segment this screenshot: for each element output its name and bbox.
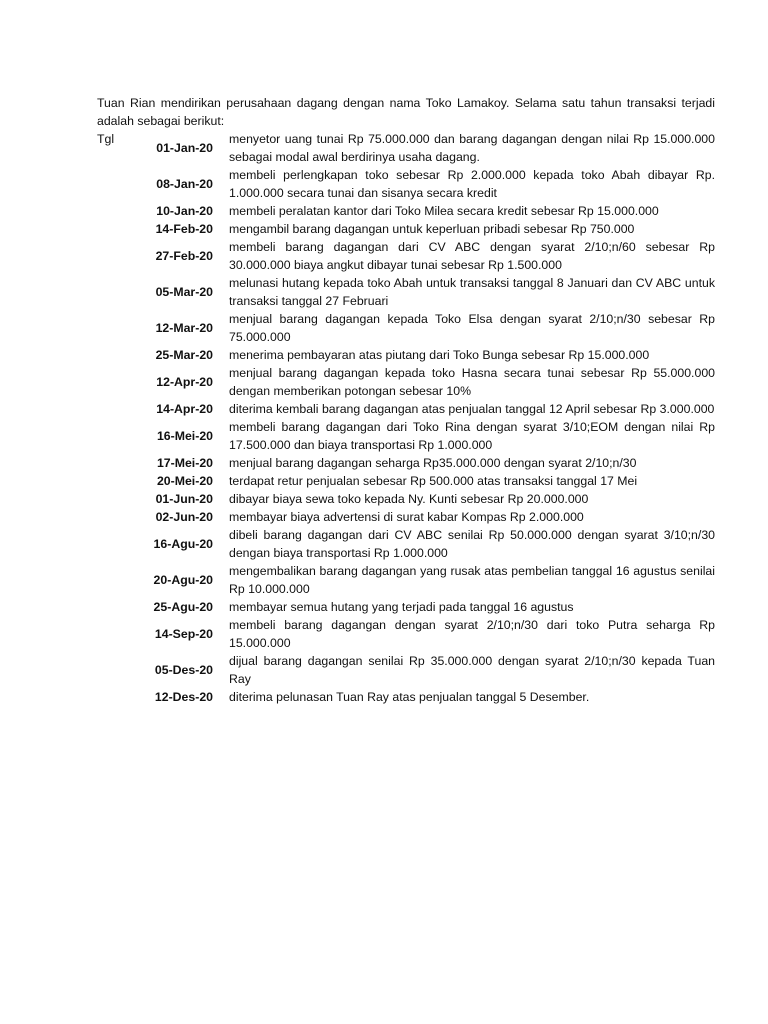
transaction-description: dibeli barang dagangan dari CV ABC senilai Rp 50.000.000 dengan syarat 3/10;n/30 dengan biaya transportasi Rp 1.000.000 [229, 528, 715, 560]
tgl-spacer [97, 238, 115, 274]
transaction-row [97, 274, 715, 310]
transaction-date: 25-Mar-20 [155, 348, 213, 362]
tgl-spacer [97, 472, 115, 490]
transaction-row [97, 526, 715, 562]
transaction-date: 16-Mei-20 [156, 429, 213, 443]
transaction-date: 01-Jun-20 [155, 492, 213, 506]
transaction-date: 27-Feb-20 [155, 249, 213, 263]
transaction-description: membeli barang dagangan dari CV ABC dengan syarat 2/10;n/60 sebesar Rp 30.000.000 biaya angkut dibayar tunai sebesar Rp 1.500.000 [229, 240, 715, 272]
transaction-table [97, 130, 715, 706]
transaction-description: dijual barang dagangan senilai Rp 35.000.000 dengan syarat 2/10;n/30 kepada Tuan Ray [229, 654, 715, 686]
transaction-row [97, 454, 715, 472]
transaction-description: mengambil barang dagangan untuk keperluan pribadi sebesar Rp 750.000 [229, 222, 635, 236]
tgl-spacer [97, 562, 115, 598]
transaction-row [97, 346, 715, 364]
tgl-spacer [97, 598, 115, 616]
transaction-row [97, 220, 715, 238]
tgl-spacer [97, 364, 115, 400]
transaction-row [97, 616, 715, 652]
transaction-row [97, 418, 715, 454]
tgl-spacer [97, 346, 115, 364]
transaction-description: membayar biaya advertensi di surat kabar Kompas Rp 2.000.000 [229, 510, 584, 524]
transaction-description: menerima pembayaran atas piutang dari Toko Bunga sebesar Rp 15.000.000 [229, 348, 650, 362]
tgl-spacer [97, 490, 115, 508]
tgl-spacer [97, 418, 115, 454]
transaction-date: 12-Des-20 [154, 690, 213, 704]
transaction-date: 14-Sep-20 [154, 627, 213, 641]
transaction-date: 10-Jan-20 [156, 204, 213, 218]
tgl-spacer [97, 166, 115, 202]
tgl-spacer [97, 202, 115, 220]
transaction-description: membeli barang dagangan dengan syarat 2/10;n/30 dari toko Putra seharga Rp 15.000.000 [229, 618, 715, 650]
transaction-date: 14-Apr-20 [156, 402, 213, 416]
tgl-spacer [97, 400, 115, 418]
transaction-date: 14-Feb-20 [155, 222, 213, 236]
tgl-spacer [97, 652, 115, 688]
transaction-description: mengembalikan barang dagangan yang rusak atas pembelian tanggal 16 agustus senilai Rp 10.000.000 [229, 564, 715, 596]
transaction-row [97, 598, 715, 616]
tgl-spacer [97, 508, 115, 526]
tgl-label: Tgl [97, 132, 115, 146]
transaction-row [97, 310, 715, 346]
transaction-description: membayar semua hutang yang terjadi pada tanggal 16 agustus [229, 600, 574, 614]
transaction-description: membeli barang dagangan dari Toko Rina dengan syarat 3/10;EOM dengan nilai Rp 17.500.000 dan biaya transportasi Rp 1.000.000 [229, 420, 715, 452]
transaction-row [97, 490, 715, 508]
transaction-date: 08-Jan-20 [156, 177, 213, 191]
transaction-description: membeli peralatan kantor dari Toko Milea secara kredit sebesar Rp 15.000.000 [229, 204, 659, 218]
transaction-row [97, 130, 715, 166]
transaction-date: 17-Mei-20 [156, 456, 213, 470]
transaction-description: membeli perlengkapan toko sebesar Rp 2.000.000 kepada toko Abah dibayar Rp. 1.000.000 secara tunai dan sisanya secara kredit [229, 168, 715, 200]
transaction-date: 20-Mei-20 [156, 474, 213, 488]
transaction-description: menyetor uang tunai Rp 75.000.000 dan barang dagangan dengan nilai Rp 15.000.000 sebagai modal awal berdirinya usaha dagang. [229, 132, 715, 164]
intro-paragraph: Tuan Rian mendirikan perusahaan dagang dengan nama Toko Lamakoy. Selama satu tahun transaksi terjadi adalah sebagai berikut: [97, 96, 715, 128]
tgl-spacer [97, 310, 115, 346]
transaction-description: dibayar biaya sewa toko kepada Ny. Kunti sebesar Rp 20.000.000 [229, 492, 589, 506]
transaction-description: melunasi hutang kepada toko Abah untuk transaksi tanggal 8 Januari dan CV ABC untuk transaksi tanggal 27 Februari [229, 276, 715, 308]
transaction-row [97, 688, 715, 706]
tgl-spacer [97, 526, 115, 562]
transaction-description: diterima kembali barang dagangan atas penjualan tanggal 12 April sebesar Rp 3.000.000 [229, 402, 715, 416]
transaction-date: 05-Des-20 [154, 663, 213, 677]
transaction-description: menjual barang dagangan kepada Toko Elsa dengan syarat 2/10;n/30 sebesar Rp 75.000.000 [229, 312, 715, 344]
transaction-row [97, 202, 715, 220]
tgl-spacer [97, 220, 115, 238]
transaction-date: 01-Jan-20 [156, 141, 213, 155]
transaction-row [97, 400, 715, 418]
transaction-date: 16-Agu-20 [153, 537, 213, 551]
transaction-date: 20-Agu-20 [153, 573, 213, 587]
tgl-spacer [97, 616, 115, 652]
transaction-row [97, 472, 715, 490]
transaction-row [97, 562, 715, 598]
transaction-row [97, 508, 715, 526]
transaction-description: menjual barang dagangan seharga Rp35.000.000 dengan syarat 2/10;n/30 [229, 456, 637, 470]
tgl-spacer [97, 454, 115, 472]
transaction-date: 12-Apr-20 [156, 375, 213, 389]
transaction-row [97, 238, 715, 274]
transaction-description: diterima pelunasan Tuan Ray atas penjualan tanggal 5 Desember. [229, 690, 590, 704]
tgl-spacer [97, 688, 115, 706]
transaction-date: 12-Mar-20 [155, 321, 213, 335]
transaction-description: menjual barang dagangan kepada toko Hasna secara tunai sebesar Rp 55.000.000 dengan memberikan potongan sebesar 10% [229, 366, 715, 398]
transaction-date: 05-Mar-20 [155, 285, 213, 299]
transaction-date: 25-Agu-20 [153, 600, 213, 614]
transaction-description: terdapat retur penjualan sebesar Rp 500.000 atas transaksi tanggal 17 Mei [229, 474, 638, 488]
transaction-row [97, 364, 715, 400]
transaction-row [97, 166, 715, 202]
transaction-list [97, 130, 715, 706]
transaction-row [97, 652, 715, 688]
tgl-spacer [97, 274, 115, 310]
transaction-date: 02-Jun-20 [155, 510, 213, 524]
